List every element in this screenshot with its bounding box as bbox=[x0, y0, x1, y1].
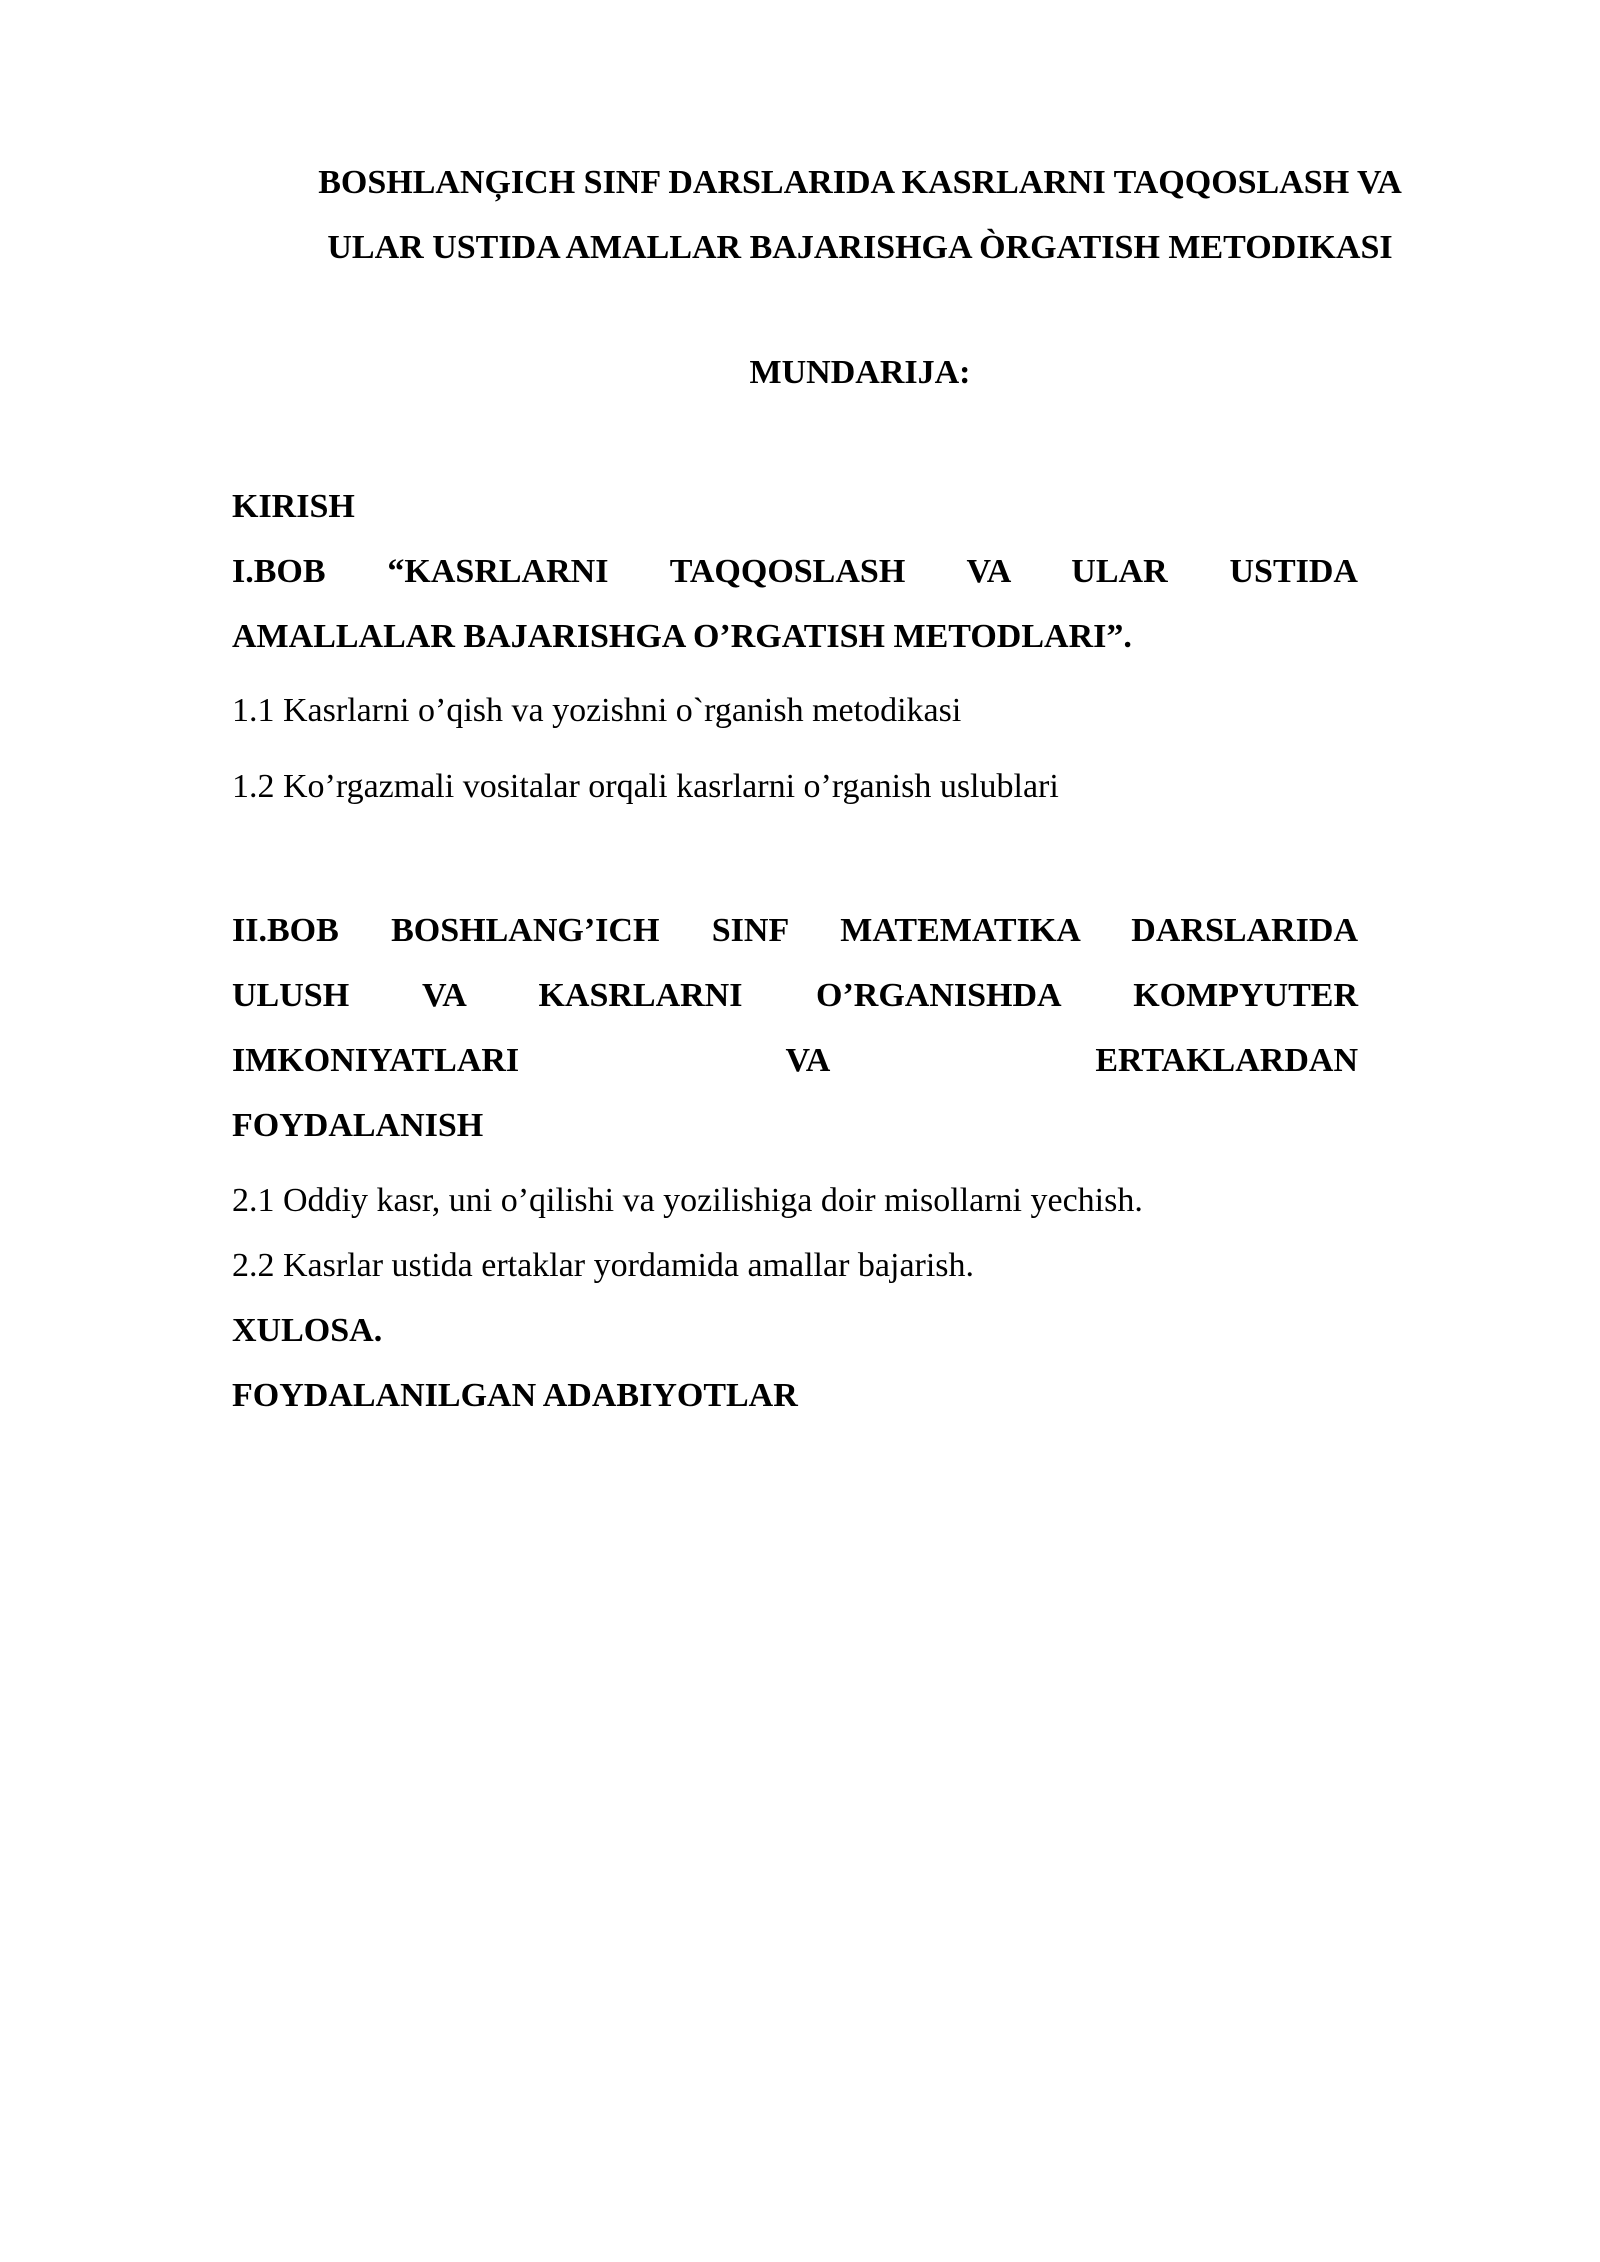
toc-chapter-2-line-4: FOYDALANISH bbox=[232, 1107, 484, 1144]
toc-section-2-1: 2.1 Oddiy kasr, uni o’qilishi va yozilishiga doir misollarni yechish. bbox=[232, 1182, 1143, 1219]
toc-section-2-2: 2.2 Kasrlar ustida ertaklar yordamida amallar bajarish. bbox=[232, 1247, 975, 1284]
toc-heading: MUNDARIJA: bbox=[749, 354, 971, 391]
document-title-line-1: BOSHLANĢICH SINF DARSLARIDA KASRLARNI TAQQOSLASH VA bbox=[318, 164, 1402, 201]
toc-chapter-1-line-2: AMALLALAR BAJARISHGA O’RGATISH METODLARI”. bbox=[232, 618, 1132, 655]
toc-chapter-2-line-2: ULUSH VA KASRLARNI O’RGANISHDA KOMPYUTER bbox=[232, 977, 1358, 1014]
toc-item-references: FOYDALANILGAN ADABIYOTLAR bbox=[232, 1377, 798, 1414]
toc-chapter-2-line-3: IMKONIYATLARI VA ERTAKLARDAN bbox=[232, 1042, 1358, 1079]
toc-chapter-1-line-1: I.BOB “KASRLARNI TAQQOSLASH VA ULAR USTIDA bbox=[232, 553, 1358, 590]
toc-item-intro: KIRISH bbox=[232, 488, 355, 525]
toc-chapter-2-line-1: II.BOB BOSHLANG’ICH SINF MATEMATIKA DARSLARIDA bbox=[232, 912, 1358, 949]
toc-section-1-2: 1.2 Ko’rgazmali vositalar orqali kasrlarni o’rganish uslublari bbox=[232, 768, 1059, 805]
toc-section-1-1: 1.1 Kasrlarni o’qish va yozishni o`rganish metodikasi bbox=[232, 692, 962, 729]
document-title bbox=[230, 150, 1490, 280]
toc-item-conclusion: XULOSA. bbox=[232, 1312, 383, 1349]
document-title-line-2: ULAR USTIDA AMALLAR BAJARISHGA ÒRGATISH METODIKASI bbox=[327, 229, 1393, 266]
